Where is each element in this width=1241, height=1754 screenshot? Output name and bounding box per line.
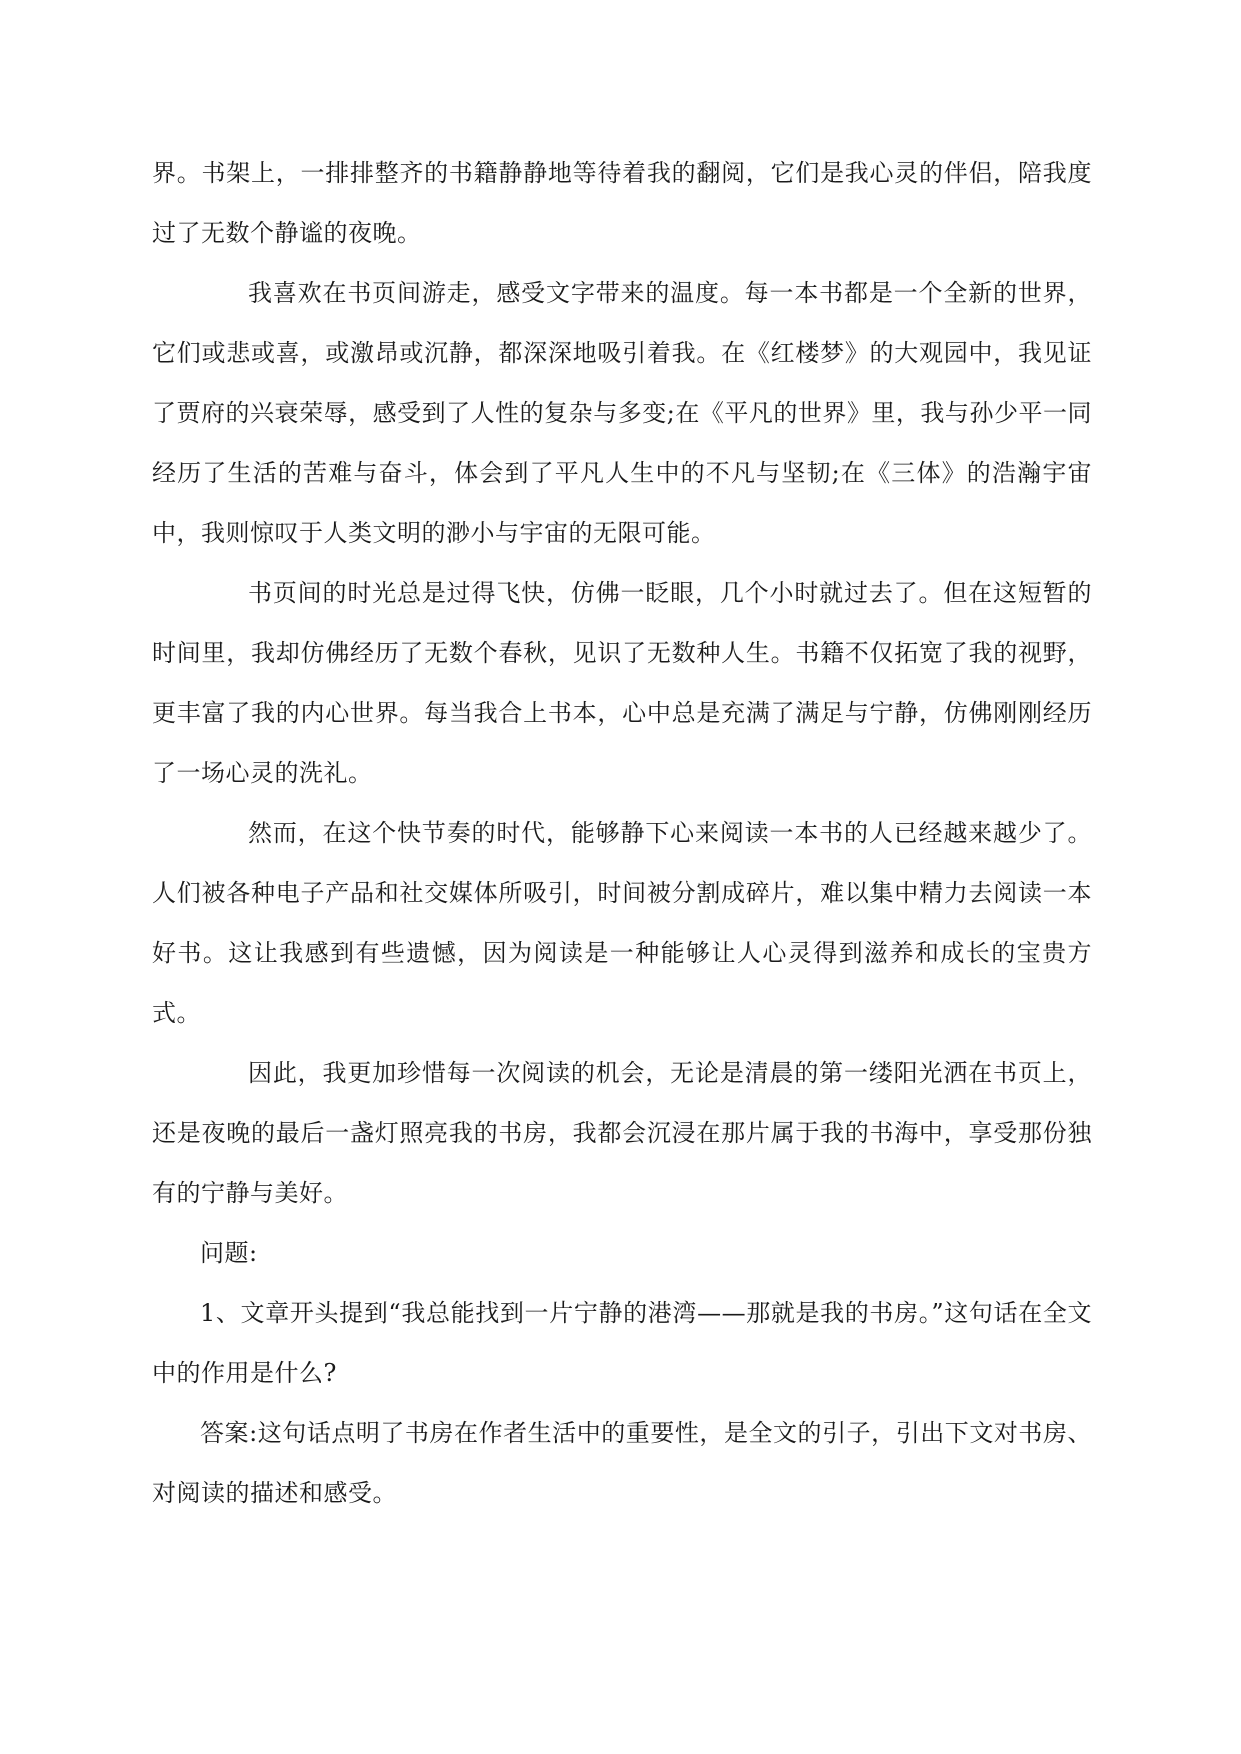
document-body xyxy=(152,143,1092,1523)
paragraph-fast-paced-era: 然而，在这个快节奏的时代，能够静下心来阅读一本书的人已经越来越少了。人们被各种电子产品和社交媒体所吸引，时间被分割成碎片，难以集中精力去阅读一本好书。这让我感到有些遗憾，因为阅读是一种能够让人心灵得到滋养和成长的宝贵方式。 xyxy=(152,819,1092,1027)
paragraph-continuation: 界。书架上，一排排整齐的书籍静静地等待着我的翻阅，它们是我心灵的伴侣，陪我度过了无数个静谧的夜晚。 xyxy=(152,159,1092,247)
paragraph-reading-journey: 我喜欢在书页间游走，感受文字带来的温度。每一本书都是一个全新的世界，它们或悲或喜，或激昂或沉静，都深深地吸引着我。在《红楼梦》的大观园中，我见证了贾府的兴衰荣辱，感受到了人性的复杂与多变;在《平凡的世界》里，我与孙少平一同经历了生活的苦难与奋斗，体会到了平凡人生中的不凡与坚韧;在《三体》的浩瀚宇宙中，我则惊叹于人类文明的渺小与宇宙的无限可能。 xyxy=(152,279,1092,547)
questions-heading: 问题: xyxy=(200,1239,258,1267)
question-1: 1、文章开头提到“我总能找到一片宁静的港湾——那就是我的书房。”这句话在全文中的作用是什么? xyxy=(152,1299,1092,1387)
answer-1: 答案:这句话点明了书房在作者生活中的重要性，是全文的引子，引出下文对书房、对阅读的描述和感受。 xyxy=(152,1419,1092,1507)
paragraph-cherish-reading: 因此，我更加珍惜每一次阅读的机会，无论是清晨的第一缕阳光洒在书页上，还是夜晚的最后一盏灯照亮我的书房，我都会沉浸在那片属于我的书海中，享受那份独有的宁静与美好。 xyxy=(152,1059,1092,1207)
paragraph-time-in-books: 书页间的时光总是过得飞快，仿佛一眨眼，几个小时就过去了。但在这短暂的时间里，我却仿佛经历了无数个春秋，见识了无数种人生。书籍不仅拓宽了我的视野，更丰富了我的内心世界。每当我合上书本，心中总是充满了满足与宁静，仿佛刚刚经历了一场心灵的洗礼。 xyxy=(152,579,1092,787)
